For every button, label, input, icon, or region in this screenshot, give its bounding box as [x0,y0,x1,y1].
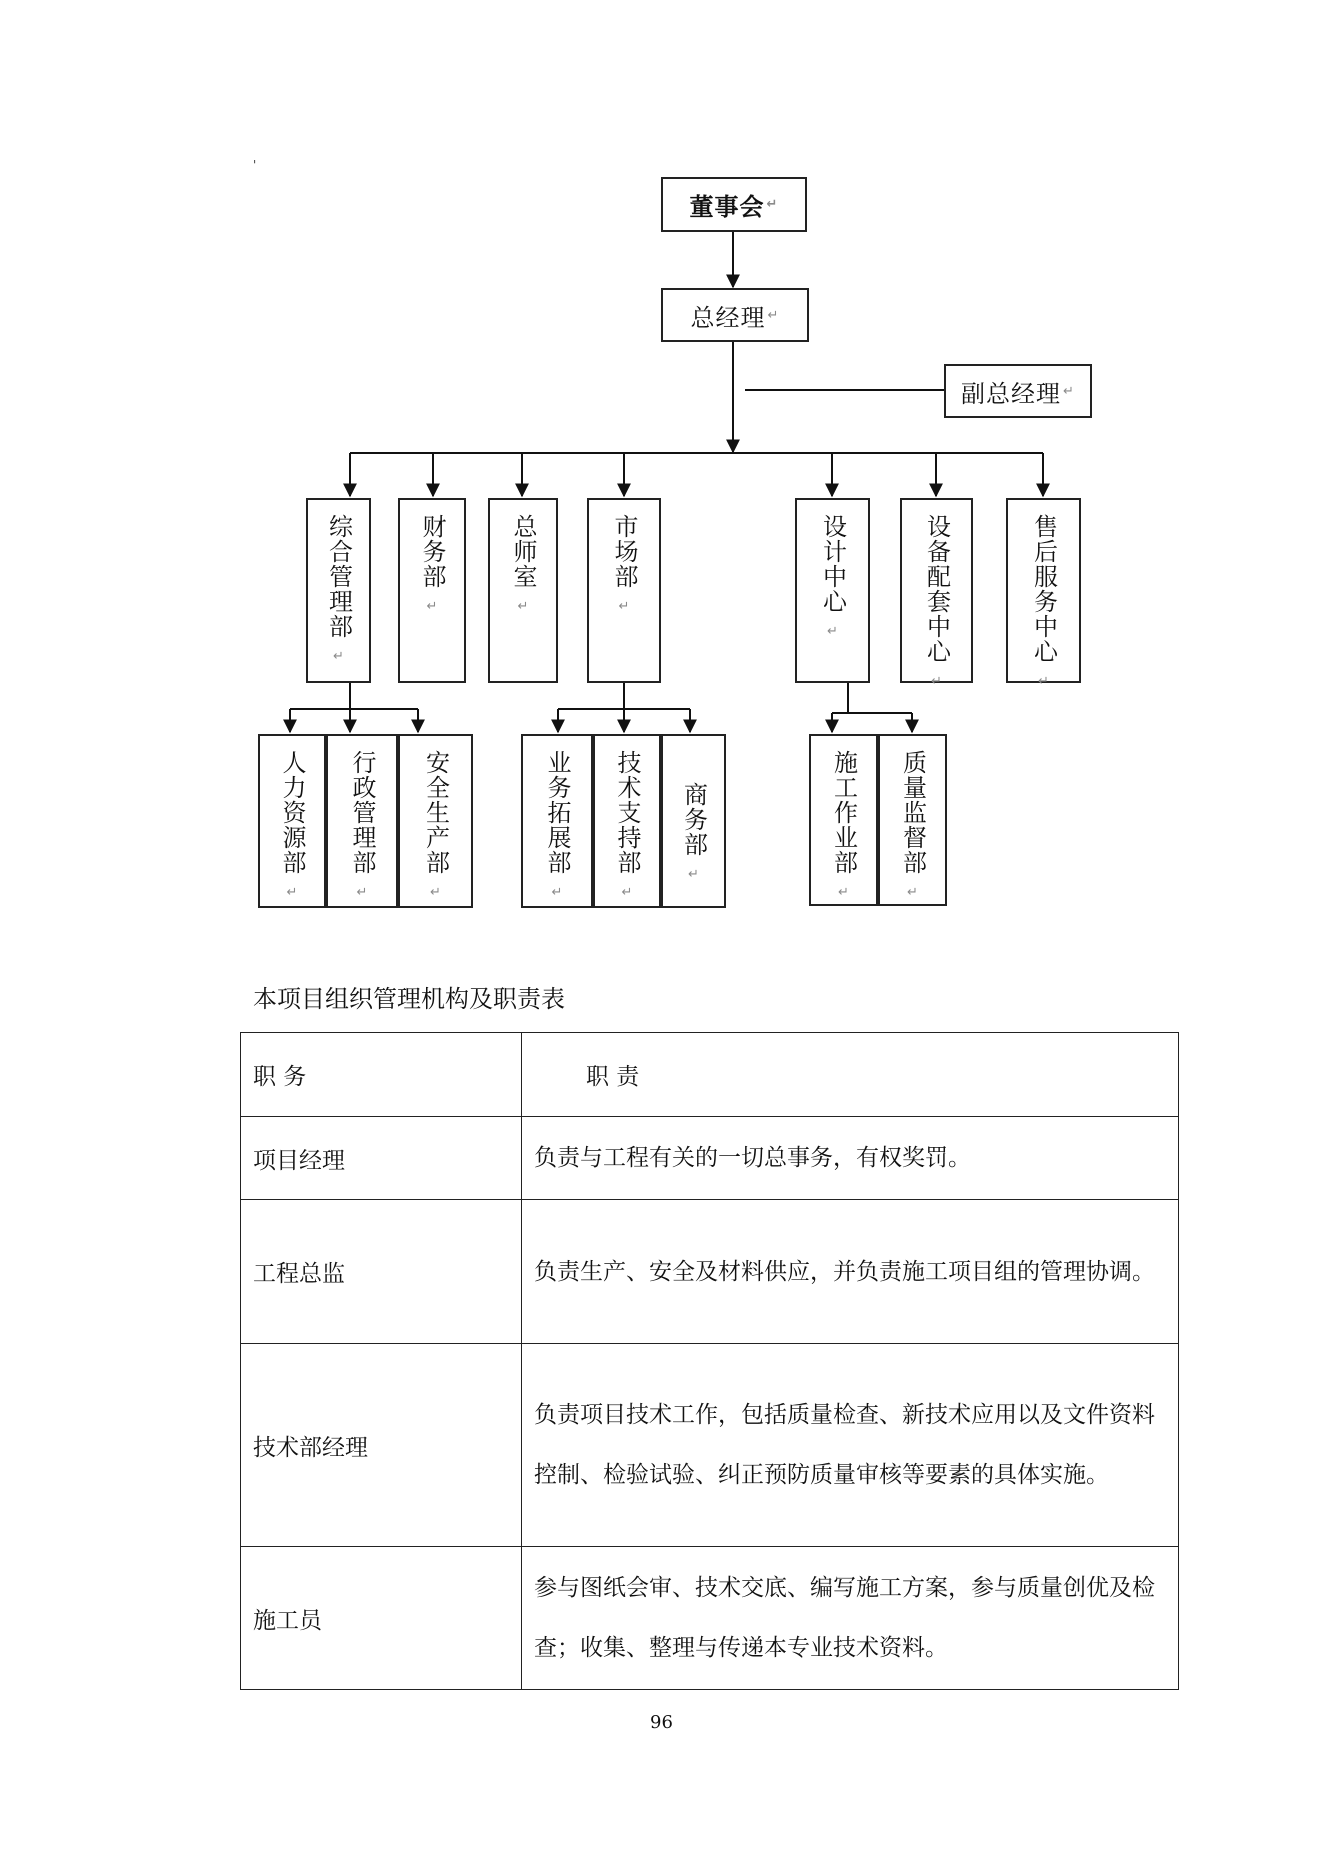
header-role: 职 务 [241,1033,522,1117]
deputy-gm-box: 副总经理 ↵ [944,364,1092,418]
general-manager-label: 总经理 [690,303,766,332]
table-header-row [241,1033,1179,1117]
dept-after-sales-label: 售后服务中心 [1029,514,1058,664]
deputy-gm-label: 副总经理 [961,379,1062,408]
unit-biz-dev-label: 业务拓展部 [543,750,571,875]
row-role: 工程总监 [241,1200,522,1344]
dept-finance-label: 财务部 [418,514,446,589]
duty-table [240,1032,1179,1690]
row-role: 技术部经理 [241,1344,522,1547]
dept-general-label: 综合管理部 [324,514,353,639]
unit-qa-label: 质量监督部 [898,750,927,875]
unit-biz-dev-box: 业务拓展部 ↵ [521,734,593,908]
dept-general-box: 综合管理部 ↵ [306,498,371,683]
row-role: 项目经理 [241,1117,522,1200]
unit-construction-label: 施工作业部 [829,750,858,875]
unit-hr-box: 人力资源部 ↵ [258,734,326,908]
board-box: 董事会 ↵ [661,177,807,232]
unit-safety-label: 安全生产部 [421,750,450,875]
unit-qa-box: 质量监督部 ↵ [878,734,947,906]
unit-admin-label: 行政管理部 [348,750,376,875]
general-manager-box: 总经理 ↵ [661,288,809,342]
row-role: 施工员 [241,1547,522,1690]
dept-equipment-label: 设备配套中心 [922,514,951,664]
unit-safety-box: 安全生产部 ↵ [398,734,473,908]
unit-hr-label: 人力资源部 [278,750,306,875]
board-label: 董事会 [689,193,765,221]
unit-commerce-label: 商务部 [679,782,708,857]
dept-marketing-label: 市场部 [610,514,638,589]
header-duty: 职 责 [522,1033,1179,1117]
row-duty: 负责项目技术工作，包括质量检查、新技术应用以及文件资料控制、检验试验、纠正预防质量审核等要素的具体实施。 [522,1344,1179,1547]
dept-marketing-box: 市场部 ↵ [587,498,661,683]
page-number: 96 [650,1712,673,1733]
dept-chief-engineer-box: 总师室 ↵ [488,498,558,683]
unit-admin-box: 行政管理部 ↵ [326,734,398,908]
stray-mark: ' [253,158,257,172]
row-duty: 负责与工程有关的一切总事务，有权奖罚。 [522,1117,1179,1200]
table-row [241,1547,1179,1690]
dept-design-label: 设计中心 [818,514,847,614]
row-duty: 负责生产、安全及材料供应，并负责施工项目组的管理协调。 [522,1200,1179,1344]
dept-after-sales-box: 售后服务中心 ↵ [1006,498,1081,683]
unit-tech-support-box: 技术支持部 ↵ [593,734,661,908]
table-row [241,1117,1179,1200]
dept-chief-engineer-label: 总师室 [509,514,537,589]
unit-construction-box: 施工作业部 ↵ [809,734,878,906]
dept-design-box: 设计中心 ↵ [795,498,870,683]
dept-equipment-box: 设备配套中心 ↵ [900,498,973,683]
table-row [241,1200,1179,1344]
row-duty: 参与图纸会审、技术交底、编写施工方案，参与质量创优及检查；收集、整理与传递本专业技术资料。 [522,1547,1179,1690]
unit-tech-support-label: 技术支持部 [613,750,641,875]
table-row [241,1344,1179,1547]
unit-commerce-box: 商务部 ↵ [661,734,726,908]
dept-finance-box: 财务部 ↵ [398,498,466,683]
table-caption: 本项目组织管理机构及职责表 [253,985,565,1013]
